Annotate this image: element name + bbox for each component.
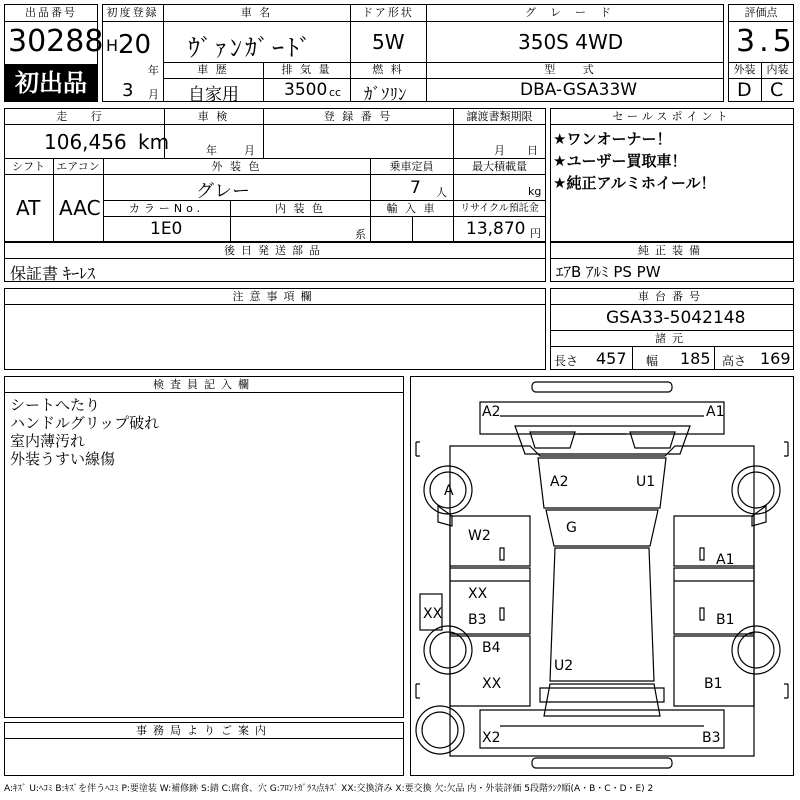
car-name: ｳﾞｧﾝｶﾞｰﾄﾞ bbox=[188, 34, 314, 62]
later-parts-label: 後日発送部品 bbox=[224, 244, 326, 257]
chassis-label: 車台番号 bbox=[638, 290, 706, 303]
legend: A:ｷｽﾞ U:ﾍｺﾐ B:ｷｽﾞを伴うﾍｺﾐ P:要塗装 W:補修跡 S:錆 C:腐食、穴 G:ﾌﾛﾝﾄｶﾞﾗｽ点ｷｽﾞ XX:交換済み X:要交換 欠:欠品 内・外装評価 5段階ﾗﾝｸ順(A・B・C・D・E) 2 bbox=[4, 784, 654, 794]
diagram-mark: A bbox=[444, 483, 454, 499]
inspector-note: ハンドルグリップ破れ bbox=[10, 414, 160, 432]
capacity-value: 7 bbox=[410, 178, 421, 198]
score-label: 評価点 bbox=[744, 6, 778, 19]
score-value: 3.5 bbox=[736, 24, 796, 59]
exterior-value: D bbox=[737, 79, 752, 101]
door-value: 5W bbox=[372, 30, 405, 54]
inspector-note: 外装うすい線傷 bbox=[10, 450, 116, 468]
diagram-mark: U2 bbox=[554, 658, 574, 674]
inspection-label: 車 検 bbox=[197, 110, 230, 123]
vehicle-info-box bbox=[4, 108, 546, 242]
door-label: ドア形状 bbox=[362, 6, 414, 19]
interior-color-label: 内 装 色 bbox=[275, 202, 325, 215]
ac-value: AAC bbox=[59, 196, 101, 220]
transfer-month-unit: 月 bbox=[494, 144, 505, 157]
month-value: 3 bbox=[122, 80, 134, 101]
displacement-label: 排 気 量 bbox=[281, 63, 332, 76]
specs-width-value: 185 bbox=[680, 349, 711, 368]
diagram-mark: B4 bbox=[482, 640, 501, 656]
diagram-mark: A1 bbox=[716, 552, 735, 568]
diagram-mark: A1 bbox=[706, 404, 725, 420]
car-diagram bbox=[410, 376, 794, 776]
later-parts-value: 保証書 ｷｰﾚｽ bbox=[10, 264, 96, 283]
diagram-mark: XX bbox=[482, 676, 502, 692]
lot-number-label: 出品番号 bbox=[25, 6, 77, 19]
history-value: 自家用 bbox=[188, 85, 239, 105]
max-load-label: 最大積載量 bbox=[472, 160, 527, 173]
grade-value: 350S 4WD bbox=[518, 30, 624, 54]
inspector-note: 室内薄汚れ bbox=[10, 432, 86, 450]
fuel-value: ｶﾞｿﾘﾝ bbox=[364, 85, 407, 105]
reg-number-label: 登 録 番 号 bbox=[323, 110, 393, 123]
genuine-equipment-value: ｴｱB ｱﾙﾐ PS PW bbox=[556, 263, 661, 281]
specs-label: 諸元 bbox=[655, 332, 689, 345]
diagram-mark: XX bbox=[468, 586, 488, 602]
import-label: 輸 入 車 bbox=[386, 202, 437, 215]
first-reg-label: 初度登録 bbox=[106, 6, 159, 19]
history-label: 車 歴 bbox=[197, 63, 229, 76]
shift-value: AT bbox=[16, 196, 41, 220]
ac-label: エアコン bbox=[56, 160, 100, 173]
color-no-value: 1E0 bbox=[150, 219, 183, 239]
diagram-mark: A2 bbox=[550, 474, 569, 490]
diagram-mark: A2 bbox=[482, 404, 501, 420]
specs-length-label: 長さ bbox=[554, 354, 579, 368]
model-label: 型 式 bbox=[544, 63, 606, 76]
max-load-unit: kg bbox=[528, 185, 542, 198]
diagram-mark: B1 bbox=[716, 612, 735, 628]
transfer-day-unit: 日 bbox=[527, 144, 538, 157]
chassis-value: GSA33-5042148 bbox=[606, 308, 746, 328]
specs-length-value: 457 bbox=[596, 349, 627, 368]
exterior-label: 外装 bbox=[733, 63, 756, 76]
era-prefix: H bbox=[106, 36, 119, 55]
interior-color-unit: 系 bbox=[355, 228, 366, 241]
color-value: グレー bbox=[196, 181, 250, 202]
inspection-month-unit: 月 bbox=[244, 144, 255, 157]
color-no-label: カラーNo. bbox=[128, 202, 205, 215]
specs-height-label: 高さ bbox=[722, 354, 747, 368]
diagram-mark: W2 bbox=[468, 528, 491, 544]
inspector-label: 検査員記入欄 bbox=[153, 378, 255, 391]
fuel-label: 燃 料 bbox=[372, 63, 404, 76]
month-unit: 月 bbox=[148, 88, 159, 101]
year-unit: 年 bbox=[148, 64, 159, 77]
mileage-unit: km bbox=[138, 130, 170, 154]
lot-number: 30288 bbox=[8, 24, 104, 59]
diagram-mark: X2 bbox=[482, 730, 501, 746]
interior-value: C bbox=[770, 79, 784, 101]
diagram-mark: XX bbox=[423, 606, 443, 622]
inspector-note: シートへたり bbox=[10, 396, 101, 414]
sales-points-label: セールスポイント bbox=[612, 110, 732, 123]
inspection-year-unit: 年 bbox=[206, 144, 217, 157]
capacity-label: 乗車定員 bbox=[389, 160, 434, 173]
diagram-mark: G bbox=[566, 520, 577, 536]
recycle-unit: 円 bbox=[530, 227, 541, 240]
displacement-value: 3500 bbox=[284, 80, 328, 100]
color-label: 外 装 色 bbox=[211, 160, 262, 173]
capacity-unit: 人 bbox=[436, 186, 447, 199]
diagram-mark: B3 bbox=[468, 612, 487, 628]
mileage-value: 106,456 bbox=[44, 130, 127, 154]
office-label: 事務局よりご案内 bbox=[136, 724, 272, 737]
genuine-equipment-label: 純正装備 bbox=[638, 244, 706, 257]
diagram-mark: B3 bbox=[702, 730, 721, 746]
sales-point-item: ★ワンオーナー！ bbox=[553, 130, 672, 148]
interior-label: 内装 bbox=[766, 63, 789, 76]
mileage-label: 走 行 bbox=[56, 110, 112, 123]
transfer-label: 譲渡書類期限 bbox=[466, 110, 533, 123]
grade-label: グレード bbox=[525, 6, 625, 19]
shift-label: シフト bbox=[12, 160, 45, 173]
diagram-mark: B1 bbox=[704, 676, 723, 692]
first-listing-badge: 初出品 bbox=[4, 64, 98, 102]
year-value: 20 bbox=[118, 30, 152, 60]
displacement-unit: cc bbox=[329, 86, 342, 99]
sales-point-item: ★純正アルミホイール！ bbox=[553, 174, 716, 192]
specs-height-value: 169 bbox=[760, 349, 791, 368]
car-name-label: 車 名 bbox=[240, 6, 273, 19]
recycle-label: リサイクル預託金 bbox=[460, 203, 539, 214]
diagram-mark: U1 bbox=[636, 474, 656, 490]
notes-label: 注意事項欄 bbox=[232, 290, 318, 303]
recycle-value: 13,870 bbox=[466, 219, 526, 239]
model-value: DBA-GSA33W bbox=[520, 80, 638, 100]
sales-point-item: ★ユーザー買取車！ bbox=[553, 152, 687, 170]
specs-width-label: 幅 bbox=[646, 354, 659, 368]
